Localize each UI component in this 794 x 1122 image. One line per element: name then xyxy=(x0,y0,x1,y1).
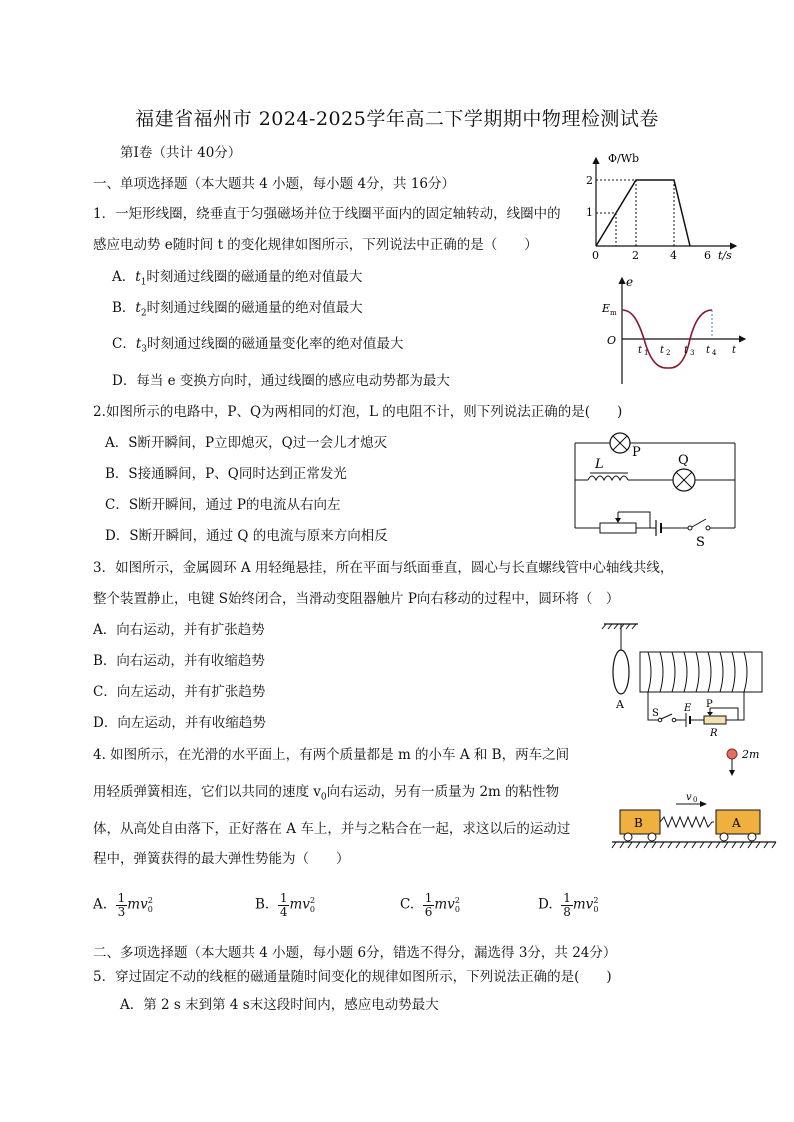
svg-text:0: 0 xyxy=(592,249,599,262)
svg-text:t: t xyxy=(732,345,737,356)
svg-text:4: 4 xyxy=(670,249,677,262)
q3-option-d: D．向左运动，并有收缩趋势 xyxy=(93,715,266,731)
svg-text:t: t xyxy=(660,345,665,356)
svg-text:6: 6 xyxy=(704,249,711,262)
svg-text:2: 2 xyxy=(632,249,639,262)
svg-text:4: 4 xyxy=(712,349,717,357)
svg-text:0: 0 xyxy=(693,796,698,804)
q2-option-c: C．S断开瞬间，通过 P的电流从右向左 xyxy=(105,497,341,513)
svg-text:Φ/Wb: Φ/Wb xyxy=(608,152,640,165)
svg-text:S: S xyxy=(652,708,659,719)
q4-stem-line3: 体，从高处自由落下，正好落在 A 车上，并与之粘合在一起，求这以后的运动过 xyxy=(93,821,571,837)
svg-text:1: 1 xyxy=(586,206,593,219)
svg-text:S: S xyxy=(696,535,705,550)
q4-option-b: B. $\frac{1}{4}$ $mv_0^2$ xyxy=(255,890,316,919)
svg-text:t: t xyxy=(684,345,689,356)
q1-option-b: B．$t_2$时刻通过线圈的磁通量的绝对值最大 xyxy=(112,300,363,319)
q4-option-c: C. $\frac{1}{6}$ $mv_0^2$ xyxy=(400,890,460,919)
svg-text:E: E xyxy=(602,302,611,315)
q2-stem: 2.如图所示的电路中，P、Q为两相同的灯泡，L 的电阻不计，则下列说法正确的是( ) xyxy=(93,404,623,420)
q2-option-a: A．S断开瞬间，P立即熄灭，Q过一会儿才熄灭 xyxy=(105,435,388,451)
svg-text:v: v xyxy=(686,792,692,803)
svg-text:2m: 2m xyxy=(742,748,760,761)
q1-stem-line1: 1．一矩形线圈，绕垂直于匀强磁场并位于线圈平面内的固定轴转动，线圈中的 xyxy=(93,206,561,222)
q1-stem-line2: 感应电动势 e随时间 t 的变化规律如图所示，下列说法中正确的是（ ） xyxy=(93,237,538,253)
q1-option-c: C．$t_3$时刻通过线圈的磁通量变化率的绝对值最大 xyxy=(112,336,404,355)
q4-stem-line4: 程中，弹簧获得的最大弹性势能为（ ） xyxy=(93,851,350,867)
q4-option-d: D. $\frac{1}{8}$ $mv_0^2$ xyxy=(538,890,599,919)
circuit-pq-diagram xyxy=(570,428,740,548)
q4-stem-line1: 4. 如图所示，在光滑的水平面上，有两个质量都是 m 的小车 A 和 B，两车之间 xyxy=(93,747,570,763)
svg-text:e: e xyxy=(626,275,634,289)
q2-option-d: D．S断开瞬间，通过 Q 的电流与原来方向相反 xyxy=(105,528,388,544)
svg-text:P: P xyxy=(706,699,713,710)
ring-solenoid-diagram xyxy=(598,620,768,740)
svg-text:t/s: t/s xyxy=(718,249,732,262)
flux-time-graph xyxy=(586,148,746,263)
svg-text:A: A xyxy=(616,698,624,711)
section-heading-2: 二、多项选择题（本大题共 4 小题，每小题 6分，错选不得分，漏选得 3分，共 24分） xyxy=(93,945,617,961)
q5-stem: 5．穿过固定不动的线框的磁通量随时间变化的规律如图所示，下列说法正确的是( ) xyxy=(93,969,612,985)
page-title: 福建省福州市 2024-2025学年高二下学期期中物理检测试卷 xyxy=(135,108,659,130)
svg-text:R: R xyxy=(710,728,718,739)
svg-text:2: 2 xyxy=(586,174,593,187)
svg-text:A: A xyxy=(732,816,741,830)
svg-text:m: m xyxy=(610,309,617,317)
part-heading: 第Ⅰ卷（共计 40分） xyxy=(120,145,242,161)
svg-text:E: E xyxy=(684,703,692,714)
svg-text:P: P xyxy=(632,445,641,460)
svg-text:t: t xyxy=(706,345,711,356)
svg-text:2: 2 xyxy=(666,349,671,357)
svg-text:L: L xyxy=(595,457,604,472)
svg-text:B: B xyxy=(634,816,643,830)
svg-text:t: t xyxy=(638,345,643,356)
section-heading-1: 一、单项选择题（本大题共 4 小题，每小题 4分，共 16分） xyxy=(93,176,456,192)
q3-option-b: B．向右运动，并有收缩趋势 xyxy=(93,653,265,669)
svg-text:3: 3 xyxy=(690,349,695,357)
emf-time-graph xyxy=(600,272,750,390)
q3-stem-line1: 3．如图所示，金属圆环 A 用轻绳悬挂，所在平面与纸面垂直，圆心与长直螺线管中心轴线共线， xyxy=(93,560,674,576)
svg-text:1: 1 xyxy=(644,349,649,357)
q4-option-a: A. $\frac{1}{3}$ $mv_0^2$ xyxy=(93,890,153,919)
carts-spring-diagram xyxy=(610,744,780,856)
svg-text:Q: Q xyxy=(678,453,689,468)
q3-stem-line2: 整个装置静止，电键 S始终闭合，当滑动变阻器触片 P向右移动的过程中，圆环将（ ） xyxy=(93,591,620,607)
q2-option-b: B．S接通瞬间，P、Q同时达到正常发光 xyxy=(105,466,347,482)
q5-option-a: A．第 2 s 末到第 4 s末这段时间内，感应电动势最大 xyxy=(120,997,439,1013)
q3-option-a: A．向右运动，并有扩张趋势 xyxy=(93,622,265,638)
q1-option-a: A．$t_1$时刻通过线圈的磁通量的绝对值最大 xyxy=(112,269,363,288)
q1-option-d: D．每当 e 变换方向时，通过线圈的感应电动势都为最大 xyxy=(112,373,450,389)
q3-option-c: C．向左运动，并有扩张趋势 xyxy=(93,684,266,700)
q4-stem-line2: 用轻质弹簧相连，它们以共同的速度 $v_0$向右运动，另有一质量为 2m 的粘性物 xyxy=(93,784,560,803)
svg-text:O: O xyxy=(607,334,617,347)
